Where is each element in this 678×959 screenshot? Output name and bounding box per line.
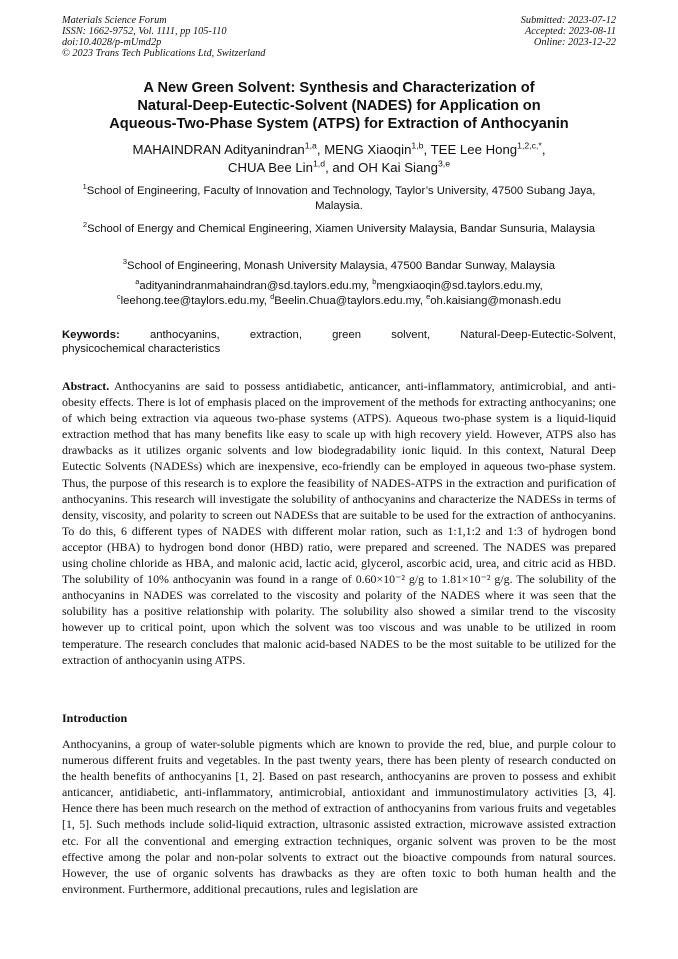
author-separator: , xyxy=(423,142,431,157)
affiliation-text: School of Engineering, Faculty of Innovation and Technology, Taylor’s University, 47500 Subang Jaya, Malaysia. xyxy=(86,185,596,212)
abstract-text: Anthocyanins are said to possess antidiabetic, anticancer, anti-inflammatory, antimicrobial, and anti-obesity effects. There is lot of emphasis placed on the improvement of the methods for extracting anthocyanins; one of which being extraction via aqueous two-phase systems (ATPS). Aqueous two-phase system is a liquid-liquid extraction method that has many benefits like easy to scale up with high recovery yield. However, ATPS also has drawbacks as it utilizes organic solvents and low biodegradability ionic liquid. In this context, Natural Deep Eutectic Solvents (NADESs) which are inexpensive, eco-friendly can be employed in aqueous two-phase system. Thus, the purpose of this research is to explore the feasibility of NADES-ATPS in the extraction and purification of anthocyanins. This research will investigate the solubility of anthocyanins and characterize the NADESs in terms of density, viscosity, and polarity to screen out NADESs that are suitable to be used for the extraction of anthocyanins. To do this, 6 different types of NADES with different molar ration, such as 1:1,1:2 and 1:3 of hydrogen bond acceptor (HBA) to hydrogen bond donor (HBD) ratio, were prepared and screened. The NADES was prepared using choline chloride as HBA, and malonic acid, lactic acid, glycerol, ascorbic acid, urea, and citric acid as HBD. The solubility of 10% anthocyanin was found in a range of 0.60×10⁻² g/g to 1.81×10⁻² g/g. The solubility of the anthocyanins in NADES was correlated to the viscosity and polarity of the NADES where it was seen that the solubility has a positive relationship with polarity. The solubility also showed a similar trend to the viscosity however up to critical point, upon which the solvent was too viscous and was unable to be utilized in room temperature. The research concludes that malonic acid-based NADES to be the most suitable to be utilized for the extraction of anthocyanin using ATPS. xyxy=(62,379,616,667)
introduction-heading: Introduction xyxy=(62,711,128,725)
email-mark: b xyxy=(372,277,377,287)
email-link[interactable]: mengxiaoqin@sd.taylors.edu.my xyxy=(376,280,540,292)
keywords-block xyxy=(62,328,616,356)
author-name: MENG Xiaoqin xyxy=(324,142,412,157)
author-affiliation-mark: 1,d xyxy=(312,158,326,169)
affiliation-text: School of Engineering, Monash University Malaysia, 47500 Bandar Sunway, Malaysia xyxy=(127,260,556,272)
submitted-date: Submitted: 2023-07-12 xyxy=(520,15,616,26)
affiliation-mark: 3 xyxy=(122,257,128,267)
keywords-label: Keywords: xyxy=(62,329,120,341)
affiliation-1 xyxy=(62,184,616,213)
author-name: MAHAINDRAN Adityanindran xyxy=(132,142,305,157)
journal-copyright: © 2023 Trans Tech Publications Ltd, Switzerland xyxy=(62,48,266,59)
email-link[interactable]: Beelin.Chua@taylors.edu.my xyxy=(274,294,420,307)
accepted-date: Accepted: 2023-08-11 xyxy=(524,26,616,37)
keywords-line-1 xyxy=(62,328,616,342)
email-mark: e xyxy=(426,291,431,301)
author-separator: , xyxy=(316,142,325,157)
email-link[interactable]: leehong.tee@taylors.edu.my xyxy=(120,294,264,307)
author-separator: , xyxy=(541,142,546,157)
keywords-list: anthocyanins, extraction, green solvent, Natural-Deep-Eutectic-Solvent, xyxy=(149,329,617,341)
author-affiliation-mark: 1,b xyxy=(411,140,424,151)
affiliation-mark: 1 xyxy=(82,182,87,192)
introduction-text: Anthocyanins, a group of water-soluble pigments which are known to provide the red, blue, and purple colour to numerous different fruits and vegetables. In the past twenty years, there has been plenty of research conducted on the health benefits of anthocyanins [1, 2]. Based on past research, anthocyanins are proven to possess and exhibit anticancer, antidiabetic, anti-inflammatory, antimicrobial, antioxidant and immunostimulatory activities [3, 4]. Hence there has been much research on the method of extraction of anthocyanins from various fruits and vegetables [1, 5]. Such methods include solid-liquid extraction, ultrasonic assisted extraction, microwave assisted extraction etc. For all the conventional and emerging extraction techniques, organic solvent was proven to be the most effective among the polar and non-polar solvents to extract out the bioactive compounds from natural sources. However, the use of organic solvents has drawbacks as they are often toxic to both human health and the environment. Furthermore, additional precautions, rules and legislation are xyxy=(62,737,616,896)
email-separator: , xyxy=(263,294,271,307)
affiliation-text: School of Energy and Chemical Engineering, Xiamen University Malaysia, Bandar Sunsuria, Malaysia xyxy=(87,223,596,235)
author-separator: , and xyxy=(325,160,359,175)
email-mark: d xyxy=(270,291,275,301)
author-name: CHUA Bee Lin xyxy=(227,160,313,175)
journal-doi: doi:10.4028/p-mUmd2p xyxy=(62,37,162,48)
email-separator: , xyxy=(419,294,427,307)
title-line-2: Natural-Deep-Eutectic-Solvent (NADES) for Application on xyxy=(137,98,541,114)
email-link[interactable]: oh.kaisiang@monash.edu xyxy=(430,294,562,307)
email-link[interactable]: adityanindranmahaindran@sd.taylors.edu.my xyxy=(139,280,366,292)
affiliation-3 xyxy=(62,259,616,274)
affiliation-mark: 2 xyxy=(82,220,88,230)
online-date: Online: 2023-12-22 xyxy=(533,37,616,48)
author-emails xyxy=(62,279,616,308)
author-affiliation-mark: 1,a xyxy=(304,140,317,151)
abstract xyxy=(62,378,616,668)
email-separator: , xyxy=(539,280,543,292)
title-line-3: Aqueous-Two-Phase System (ATPS) for Extraction of Anthocyanin xyxy=(109,116,569,132)
author-name: OH Kai Siang xyxy=(358,160,438,175)
email-separator: , xyxy=(366,280,373,292)
journal-header xyxy=(62,15,265,59)
journal-name: Materials Science Forum xyxy=(62,15,167,26)
author-affiliation-mark: 1,2,c,* xyxy=(517,140,542,151)
dates-header xyxy=(521,15,616,48)
author-list xyxy=(62,141,616,177)
affiliation-2 xyxy=(62,222,616,237)
title-line-1: A New Green Solvent: Synthesis and Characterization of xyxy=(143,80,535,96)
keywords-line-2: physicochemical characteristics xyxy=(62,343,221,355)
email-mark: a xyxy=(135,277,140,287)
abstract-label: Abstract. xyxy=(62,379,110,393)
paper-title xyxy=(62,79,616,133)
author-affiliation-mark: 3,e xyxy=(437,158,451,169)
email-mark: c xyxy=(116,291,121,301)
author-name: TEE Lee Hong xyxy=(430,142,518,157)
journal-issn: ISSN: 1662-9752, Vol. 1111, pp 105-110 xyxy=(62,26,227,37)
